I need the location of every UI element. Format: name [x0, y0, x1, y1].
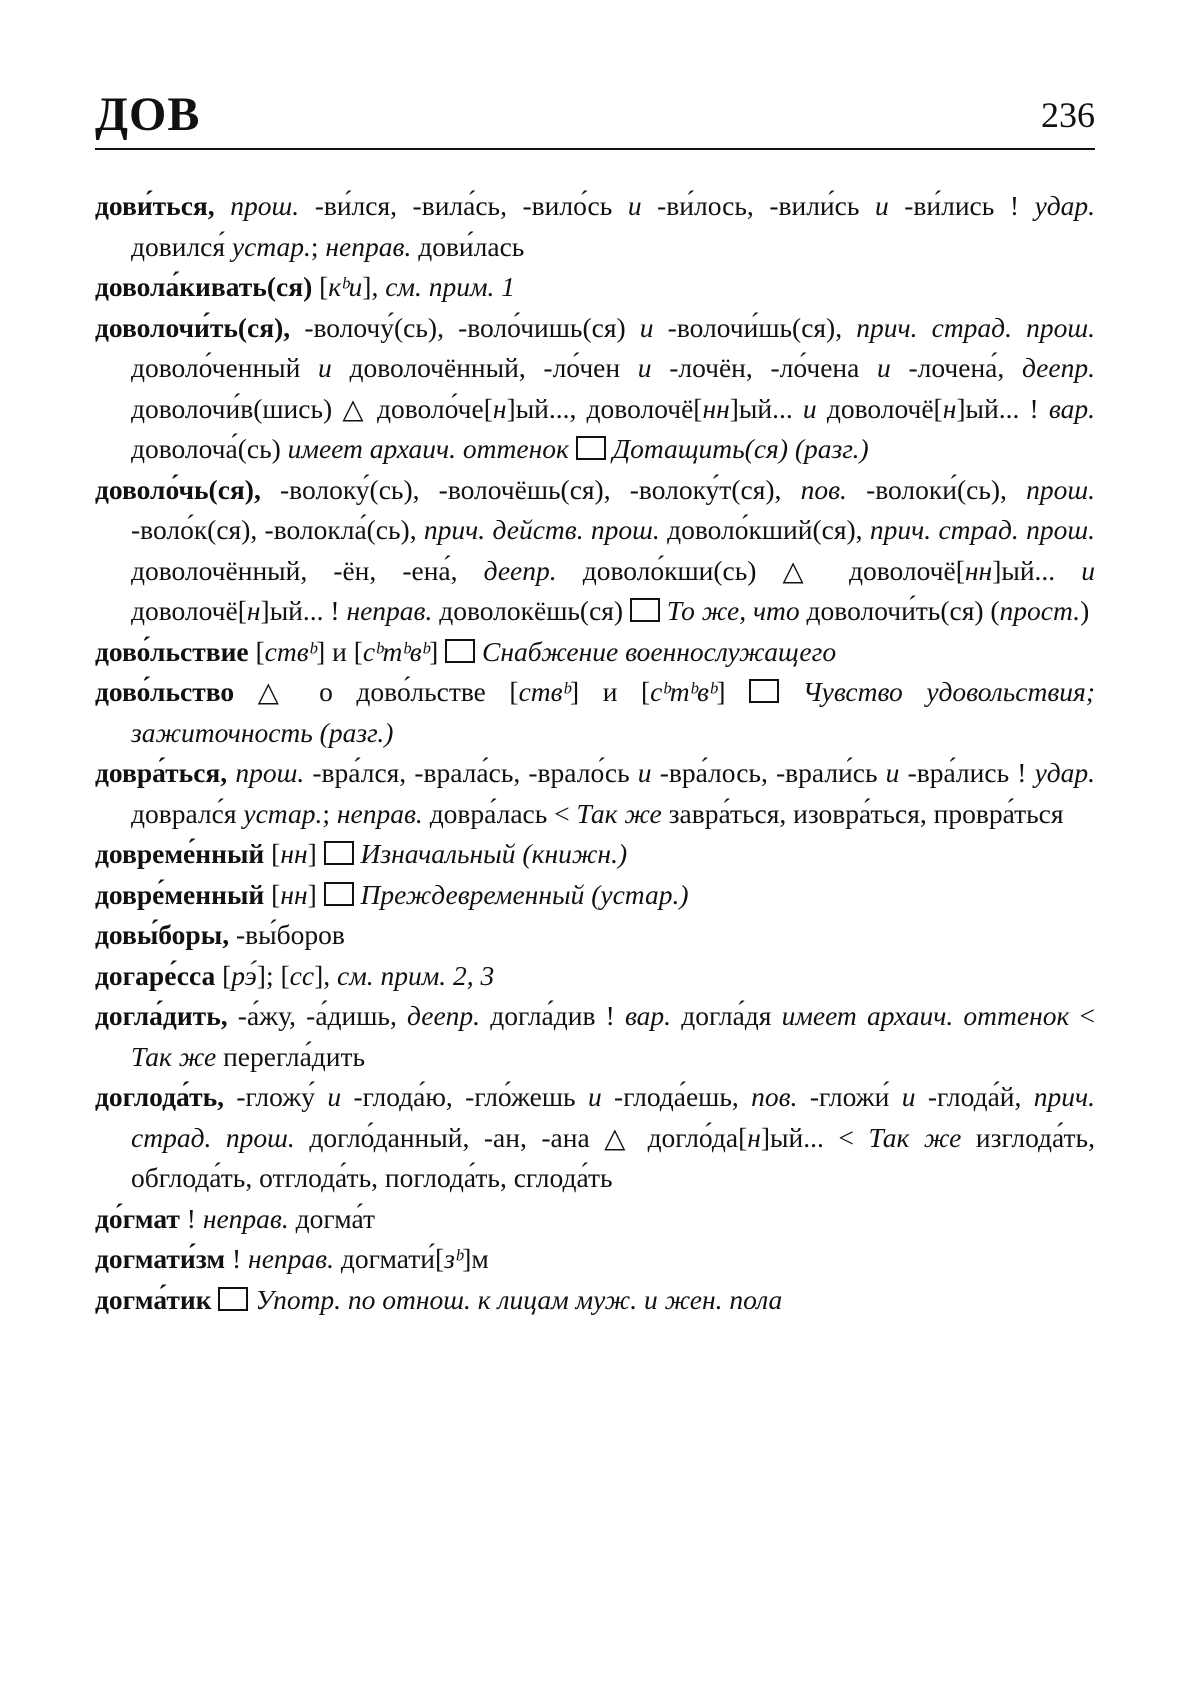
italic-label: и	[637, 352, 652, 383]
entry-text: !	[179, 1202, 203, 1234]
italic-label: неправ.	[248, 1243, 334, 1274]
dictionary-entry	[95, 753, 1095, 834]
entry-text: дови́лась	[411, 230, 525, 262]
entry-text	[569, 433, 576, 464]
entry-text: -волоку́(сь), -волочёшь(ся), -волоку́т(ся),	[260, 473, 801, 505]
italic-label: неправ.	[325, 230, 412, 262]
italic-label: прош.	[1026, 473, 1095, 505]
italic-label: прич. страд. прош.	[131, 1081, 1096, 1153]
entry-text: ],	[314, 959, 337, 991]
italic-label: устар.	[231, 230, 311, 262]
entry-text: -волоки́(сь),	[846, 473, 1027, 505]
entry-text	[475, 636, 482, 667]
entry-text: перегла́дить	[216, 1040, 366, 1072]
entry-text	[354, 879, 361, 910]
headword: доглода́ть,	[95, 1081, 225, 1112]
entry-text: !	[225, 1243, 249, 1274]
entry-text: завра́ться, изовра́ться, провра́ться	[661, 797, 1064, 829]
entry-text	[606, 433, 613, 464]
italic-label: и	[877, 352, 891, 383]
entry-text: -воло́к(ся), -волокла́(сь),	[131, 514, 424, 545]
italic-label: нн	[280, 838, 308, 869]
definition-box-icon	[749, 679, 779, 703]
italic-label: нн	[702, 392, 730, 424]
italic-label: и	[874, 190, 889, 221]
entry-text: догла́див !	[480, 1000, 625, 1031]
entry-text: ]ый... <	[760, 1121, 869, 1153]
dictionary-entry	[95, 1239, 1095, 1280]
headword: довреме́нный	[95, 838, 265, 869]
entry-text: доволочё[	[816, 392, 943, 424]
italic-label: То же, что	[666, 595, 800, 626]
entry-text: -ви́лись !	[888, 190, 1035, 221]
entry-text: довралс́я	[131, 797, 244, 829]
entry-text: -глода́ешь,	[601, 1081, 752, 1112]
italic-label: и	[627, 190, 642, 221]
entry-list	[95, 186, 1095, 1320]
entry-text: догма́т	[288, 1202, 375, 1234]
italic-label: неправ.	[202, 1202, 289, 1234]
italic-label: cᵇтᵇвᵇ	[362, 635, 430, 667]
italic-label: Дотащить(ся) (разг.)	[612, 433, 869, 464]
italic-label: н	[492, 392, 507, 424]
entry-text: -вра́лся, -врала́сь, -врало́сь	[304, 757, 638, 788]
entry-text: доволо́кши(сь) △ доволочё[	[556, 554, 965, 586]
italic-label: и	[318, 352, 332, 383]
headword: довола́кивать(ся)	[95, 271, 313, 302]
entry-text: ;	[310, 230, 326, 262]
italic-label: Чувство удовольствия; зажиточность (разг.)	[131, 676, 1095, 748]
italic-label: вар.	[1048, 392, 1095, 424]
entry-text: △ о дово́льстве [	[234, 676, 519, 707]
headword: до́гмат	[95, 1202, 180, 1234]
entry-text: [	[215, 959, 232, 991]
dictionary-entry	[95, 915, 1095, 956]
italic-label: кᵇи	[328, 271, 363, 302]
italic-label: и	[885, 757, 900, 788]
italic-label: cᵇтᵇвᵇ	[650, 676, 717, 707]
italic-label: пов.	[800, 473, 847, 505]
entry-text: доволочённый, -ло́чен	[331, 352, 638, 383]
entry-text: ]м	[462, 1243, 489, 1274]
entry-text: доволочи́ть(ся) (	[799, 595, 1000, 626]
entry-text: доволоча́(сь)	[131, 433, 288, 464]
entry-text: довра́лась <	[422, 797, 577, 829]
entry-text: ;	[322, 797, 337, 829]
entry-text: ]ый... !	[956, 392, 1049, 424]
entry-text: ]ый...	[992, 554, 1082, 586]
entry-text: догла́дя	[671, 1000, 782, 1031]
italic-label: Изначальный (книжн.)	[360, 838, 628, 869]
definition-box-icon	[576, 436, 606, 460]
entry-text: доволочённый, -ён, -ена́,	[131, 554, 484, 586]
italic-label: неправ.	[336, 797, 423, 829]
dictionary-entry	[95, 875, 1095, 916]
headword: догма́тик	[95, 1283, 212, 1315]
entry-text: доволокёшь(ся)	[432, 595, 630, 626]
entry-text: -волочи́шь(ся),	[653, 311, 857, 343]
entry-text: догло́данный, -ан, -ана △ догло́да[	[294, 1121, 748, 1153]
italic-label: и	[1081, 554, 1096, 586]
headword: дови́ться,	[95, 190, 215, 221]
italic-label: прич. страд. прош.	[856, 311, 1095, 343]
page-header	[95, 80, 1095, 150]
entry-text: ] и [	[316, 635, 363, 667]
dictionary-entry	[95, 308, 1095, 470]
guide-word: ДОВ	[95, 88, 201, 141]
italic-label: прост.	[999, 595, 1081, 626]
entry-text	[779, 676, 803, 707]
definition-box-icon	[324, 841, 354, 865]
dictionary-entry	[95, 470, 1095, 632]
entry-text: )	[1080, 595, 1090, 626]
dictionary-entry	[95, 996, 1095, 1077]
entry-text: <	[1069, 1000, 1095, 1031]
definition-box-icon	[218, 1287, 248, 1311]
italic-label: сс	[289, 959, 315, 991]
entry-text: доволочё[	[131, 595, 247, 626]
entry-text	[660, 595, 667, 626]
entry-text: [	[312, 271, 329, 302]
headword: довра́ться,	[95, 757, 228, 788]
dictionary-entry	[95, 672, 1095, 753]
dictionary-entry	[95, 1077, 1095, 1199]
italic-label: прош.	[230, 190, 300, 221]
headword: догмати́зм	[95, 1243, 226, 1274]
entry-text: ]; [	[256, 959, 290, 991]
italic-label: Снабжение военнослужащего	[482, 635, 837, 667]
page-number: 236	[1041, 95, 1095, 135]
entry-text: -глода́й,	[915, 1081, 1034, 1112]
entry-text: догмати́[	[333, 1243, 445, 1274]
entry-text: -гложу́	[224, 1081, 328, 1112]
dictionary-entry	[95, 267, 1095, 308]
italic-label: прич. действ. прош.	[423, 514, 660, 545]
italic-label: Преждевременный (устар.)	[360, 878, 689, 910]
italic-label: деепр.	[407, 1000, 481, 1031]
entry-text: [	[248, 635, 265, 667]
entry-text: -глода́ю, -гло́жешь	[341, 1081, 588, 1112]
italic-label: рэ́	[231, 959, 257, 991]
entry-text: ]	[307, 838, 324, 869]
entry-text: -волочу́(сь), -воло́чишь(ся)	[290, 311, 640, 343]
italic-label: и	[802, 392, 817, 424]
italic-label: прич. страд. прош.	[869, 514, 1096, 545]
italic-label: н	[942, 392, 957, 424]
entry-text: доволочи́в(шись) △ доволо́че[	[131, 392, 493, 424]
italic-label: и	[637, 757, 652, 788]
headword: доволо́чь(ся),	[95, 473, 261, 505]
italic-label: деепр.	[483, 554, 557, 586]
italic-label: нн	[280, 878, 308, 910]
entry-text: -вы́боров	[229, 919, 345, 950]
entry-text: [	[264, 878, 281, 910]
italic-label: удар.	[1034, 757, 1096, 788]
entry-text: доволо́ченный	[131, 352, 319, 383]
dictionary-entry	[95, 1199, 1095, 1240]
entry-text: -гложи́	[797, 1081, 902, 1112]
dictionary-entry	[95, 186, 1095, 267]
dictionary-entry	[95, 632, 1095, 673]
italic-label: см. прим. 2, 3	[336, 959, 495, 991]
italic-label: неправ.	[346, 595, 433, 626]
headword: дово́льство	[95, 676, 235, 707]
italic-label: удар.	[1034, 190, 1095, 221]
italic-label: имеет архаич. оттенок	[287, 433, 569, 464]
definition-box-icon	[630, 598, 660, 622]
italic-label: Так же	[131, 1040, 217, 1072]
entry-text: -вра́лись !	[899, 757, 1035, 788]
italic-label: и	[901, 1081, 916, 1112]
italic-label: зᵇ	[444, 1243, 463, 1274]
headword: довре́менный	[95, 878, 265, 910]
dictionary-entry	[95, 1280, 1095, 1321]
entry-text: ]	[716, 676, 750, 707]
entry-text: ]	[307, 878, 324, 910]
italic-label: имеет архаич. оттенок	[781, 1000, 1070, 1031]
entry-text	[354, 838, 361, 869]
italic-label: деепр.	[1021, 352, 1095, 383]
dictionary-entry	[95, 834, 1095, 875]
dictionary-entry	[95, 956, 1095, 997]
definition-box-icon	[324, 882, 354, 906]
entry-text: довился́	[131, 230, 232, 262]
entry-text: -ви́лось, -вили́сь	[641, 190, 875, 221]
italic-label: и	[587, 1081, 602, 1112]
entry-text: ]	[429, 635, 446, 667]
italic-label: н	[747, 1121, 761, 1153]
headword: довы́боры,	[95, 919, 230, 950]
entry-text: [	[264, 838, 281, 869]
definition-box-icon	[445, 639, 475, 663]
entry-text: -вра́лось, -врали́сь	[651, 757, 886, 788]
italic-label: Употр. по отнош. к лицам муж. и жен. пола	[255, 1283, 783, 1315]
entry-text: ],	[362, 271, 386, 302]
italic-label: и	[327, 1081, 342, 1112]
headword: догаре́сса	[95, 959, 216, 991]
entry-text: ] и [	[570, 676, 651, 707]
headword: доволочи́ть(ся),	[95, 311, 291, 343]
entry-text: ]ый... !	[260, 595, 347, 626]
headword: догла́дить,	[95, 1000, 228, 1031]
entry-text: ]ый...	[729, 392, 803, 424]
italic-label: Так же	[576, 797, 662, 829]
italic-label: и	[639, 311, 654, 343]
italic-label: вар.	[624, 1000, 672, 1031]
italic-label: ствᵇ	[518, 676, 570, 707]
entry-text: ]ый..., доволочё[	[506, 392, 703, 424]
entry-text: -а́жу, -а́дишь,	[227, 1000, 407, 1031]
italic-label: прош.	[235, 757, 305, 788]
italic-label: н	[246, 595, 261, 626]
italic-label: нн	[964, 554, 993, 586]
entry-text	[215, 190, 231, 221]
italic-label: ствᵇ	[264, 635, 317, 667]
italic-label: устар.	[243, 797, 323, 829]
entry-text: -ви́лся, -вила́сь, -вило́сь	[299, 190, 628, 221]
headword: дово́льствие	[95, 635, 249, 667]
italic-label: Так же	[868, 1121, 962, 1153]
italic-label: см. прим. 1	[385, 271, 516, 302]
entry-text	[212, 1284, 219, 1315]
entry-text: доволо́кший(ся),	[659, 514, 870, 545]
entry-text: -лочён, -ло́чена	[651, 352, 878, 383]
italic-label: пов.	[751, 1081, 798, 1112]
entry-text: -лочена́,	[890, 352, 1022, 383]
entry-text: изглода́ть, обглода́ть, отглода́ть, поглода́ть, сглода́ть	[131, 1121, 1095, 1193]
